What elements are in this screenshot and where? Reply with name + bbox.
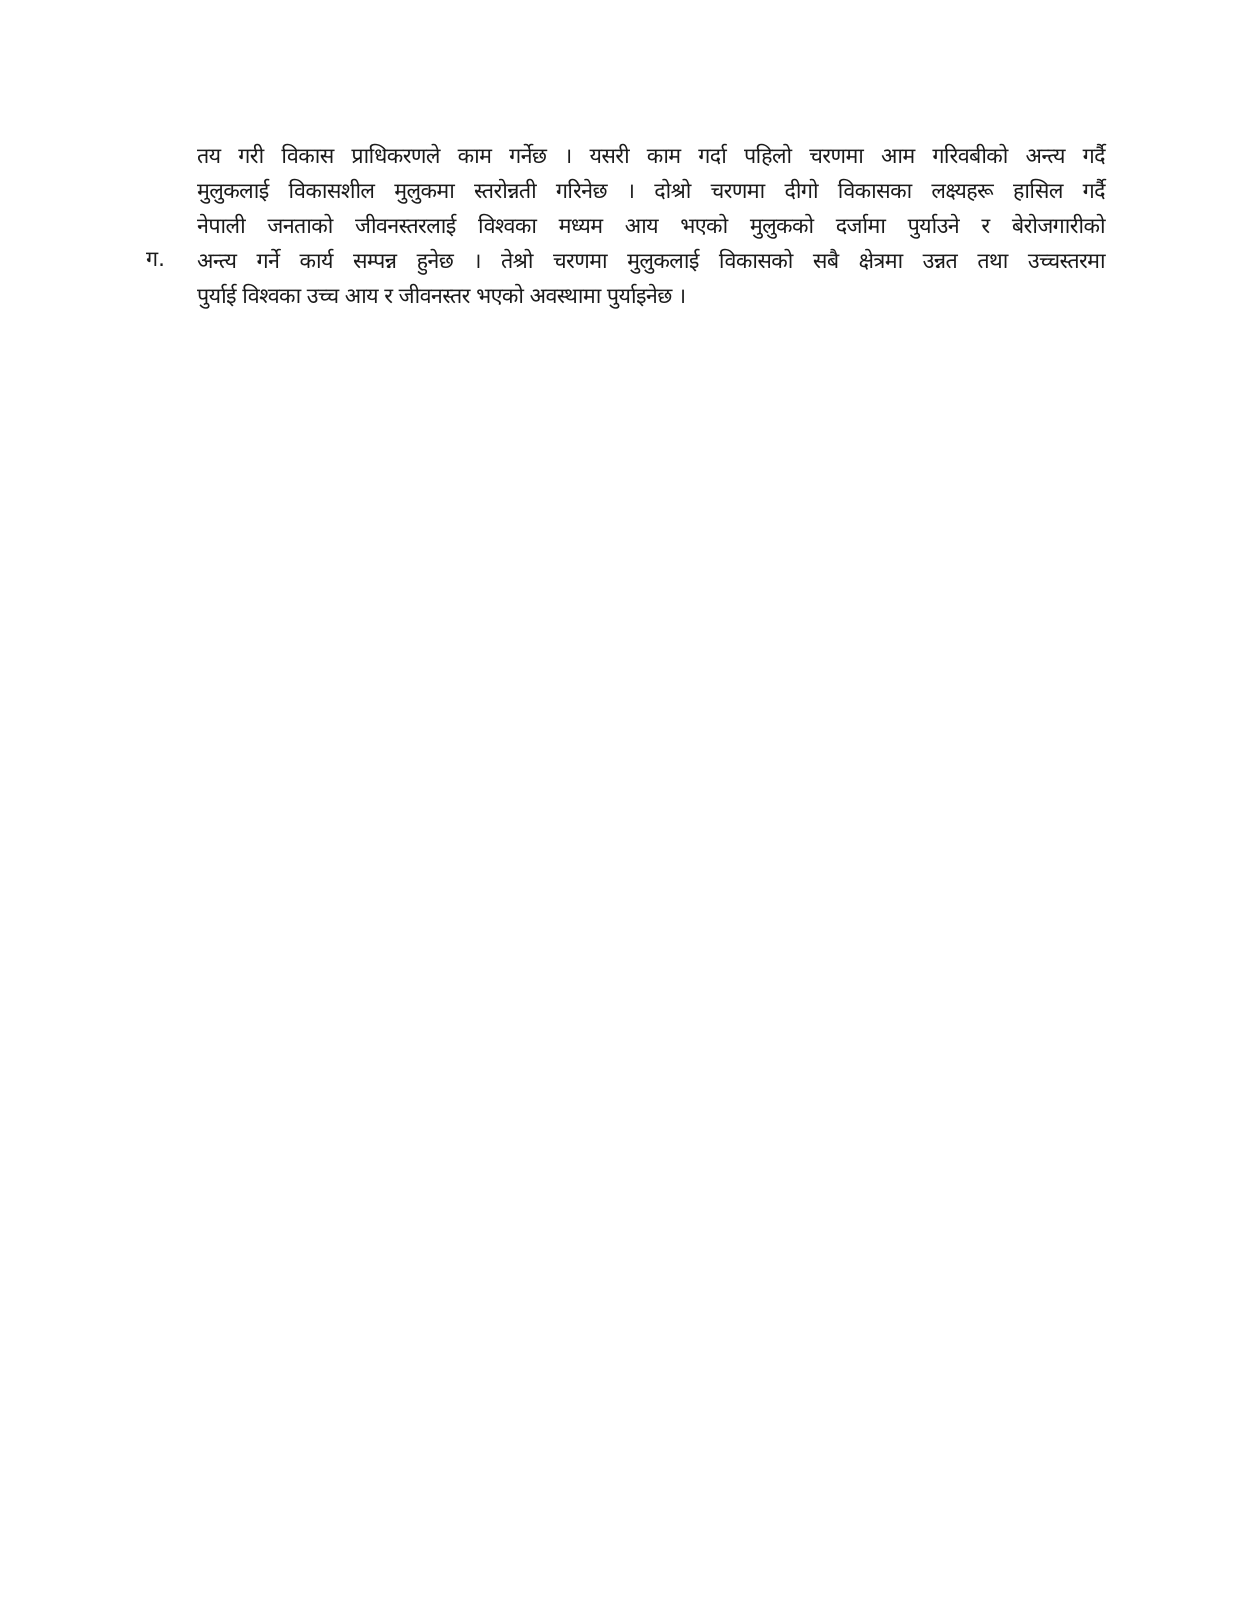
text-line: अन्त्य गर्ने कार्य सम्पन्न हुनेछ । तेश्रो चरणमा मुलुकलाई विकासको सबै क्षेत्रमा उन्नत तथा उच्चस्तरमा <box>197 249 1105 274</box>
text-line: नेपाली जनताको जीवनस्तरलाई विश्वका मध्यम आय भएको मुलुकको दर्जामा पुर्याउने र बेरोजगारीको <box>197 214 1105 239</box>
text-line: पुर्याई विश्वका उच्च आय र जीवनस्तर भएको अवस्थामा पुर्याइनेछ । <box>197 284 686 309</box>
text-line: तय गरी विकास प्राधिकरणले काम गर्नेछ । यसरी काम गर्दा पहिलो चरणमा आम गरिवबीको अन्त्य गर्दै <box>197 144 1105 169</box>
text-line: मुलुकलाई विकासशील मुलुकमा स्तरोन्नती गरिनेछ । दोश्रो चरणमा दीगो विकासका लक्ष्यहरू हासिल गर्दै <box>197 179 1105 204</box>
ga-label: ग. <box>146 247 165 272</box>
